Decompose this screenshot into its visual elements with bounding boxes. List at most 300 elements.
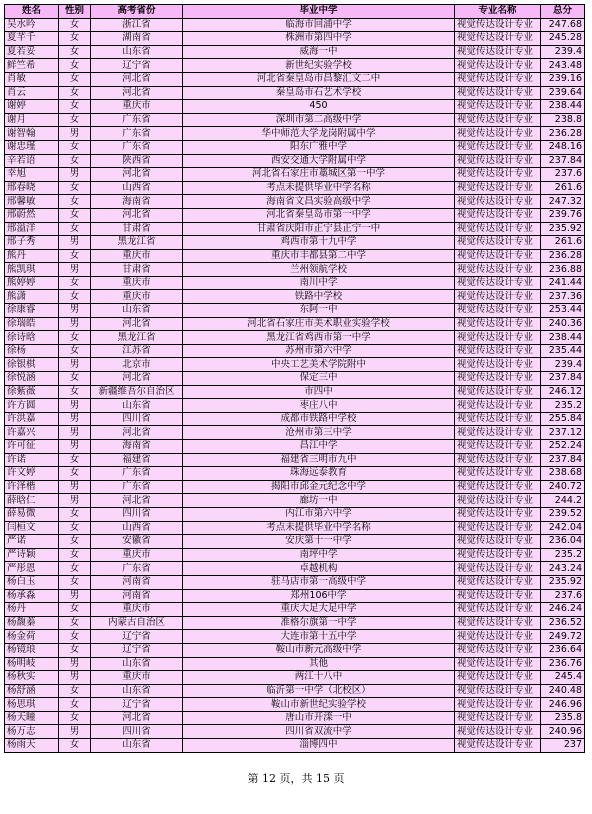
cell-name: 邢子秀: [5, 236, 59, 250]
table-row: [5, 140, 585, 154]
table-row: [5, 195, 585, 209]
cell-gender: 女: [59, 290, 91, 304]
cell-score: 243.24: [541, 562, 585, 576]
table-row: [5, 521, 585, 535]
table-row: [5, 589, 585, 603]
cell-name: 徐紫薇: [5, 385, 59, 399]
cell-major: 视觉传达设计专业: [455, 276, 541, 290]
cell-school: 苏州市第六中学: [183, 344, 455, 358]
table-row: [5, 575, 585, 589]
cell-gender: 女: [59, 711, 91, 725]
cell-major: 视觉传达设计专业: [455, 59, 541, 73]
cell-school: 市四中: [183, 385, 455, 399]
cell-score: 240.36: [541, 317, 585, 331]
cell-score: 246.12: [541, 385, 585, 399]
cell-gender: 女: [59, 643, 91, 657]
cell-score: 237.6: [541, 589, 585, 603]
cell-gender: 男: [59, 480, 91, 494]
cell-name: 熊凯琪: [5, 263, 59, 277]
cell-name: 许文婷: [5, 467, 59, 481]
cell-province: 辽宁省: [91, 59, 183, 73]
cell-province: 辽宁省: [91, 630, 183, 644]
cell-gender: 女: [59, 208, 91, 222]
cell-gender: 女: [59, 195, 91, 209]
cell-province: 河北省: [91, 72, 183, 86]
cell-name: 幸旭: [5, 168, 59, 182]
cell-gender: 女: [59, 249, 91, 263]
table-row: [5, 535, 585, 549]
cell-province: 重庆市: [91, 548, 183, 562]
cell-province: 河北省: [91, 711, 183, 725]
cell-province: 陕西省: [91, 154, 183, 168]
cell-school: 华中师范大学龙岗附属中学: [183, 127, 455, 141]
cell-major: 视觉传达设计专业: [455, 575, 541, 589]
cell-gender: 女: [59, 86, 91, 100]
cell-gender: 男: [59, 426, 91, 440]
table-row: [5, 399, 585, 413]
cell-major: 视觉传达设计专业: [455, 317, 541, 331]
column-header-school: 毕业中学: [183, 5, 455, 19]
cell-name: 杨秋实: [5, 671, 59, 685]
cell-province: 山东省: [91, 304, 183, 318]
cell-gender: 女: [59, 72, 91, 86]
cell-major: 视觉传达设计专业: [455, 494, 541, 508]
cell-score: 239.4: [541, 45, 585, 59]
table-row: [5, 127, 585, 141]
cell-gender: 女: [59, 18, 91, 32]
cell-gender: 男: [59, 412, 91, 426]
cell-score: 237.84: [541, 372, 585, 386]
table-row: [5, 616, 585, 630]
cell-major: 视觉传达设计专业: [455, 372, 541, 386]
cell-gender: 男: [59, 358, 91, 372]
cell-school: 鸡西市第十九中学: [183, 236, 455, 250]
cell-province: 广东省: [91, 480, 183, 494]
cell-school: 河北省秦皇岛市昌黎汇文二中: [183, 72, 455, 86]
cell-score: 261.6: [541, 181, 585, 195]
table-row: [5, 208, 585, 222]
table-row: [5, 507, 585, 521]
cell-province: 甘肃省: [91, 222, 183, 236]
cell-name: 薛易微: [5, 507, 59, 521]
table-row: [5, 562, 585, 576]
table-row: [5, 72, 585, 86]
cell-score: 245.4: [541, 671, 585, 685]
cell-major: 视觉传达设计专业: [455, 45, 541, 59]
cell-name: 夏若妥: [5, 45, 59, 59]
table-row: [5, 657, 585, 671]
cell-major: 视觉传达设计专业: [455, 440, 541, 454]
cell-name: 许洪嘉: [5, 412, 59, 426]
cell-score: 238.8: [541, 113, 585, 127]
cell-gender: 女: [59, 331, 91, 345]
cell-major: 视觉传达设计专业: [455, 739, 541, 753]
cell-province: 重庆市: [91, 603, 183, 617]
table-row: [5, 18, 585, 32]
cell-score: 239.52: [541, 507, 585, 521]
cell-province: 河北省: [91, 86, 183, 100]
cell-major: 视觉传达设计专业: [455, 643, 541, 657]
cell-score: 236.04: [541, 535, 585, 549]
cell-school: 珠海远泰教育: [183, 467, 455, 481]
cell-score: 238.68: [541, 467, 585, 481]
cell-province: 黑龙江省: [91, 331, 183, 345]
table-row: [5, 467, 585, 481]
cell-name: 严诺: [5, 535, 59, 549]
cell-major: 视觉传达设计专业: [455, 195, 541, 209]
column-header-major: 专业名称: [455, 5, 541, 19]
table-row: [5, 290, 585, 304]
cell-province: 山东省: [91, 657, 183, 671]
cell-gender: 女: [59, 575, 91, 589]
cell-province: 江苏省: [91, 344, 183, 358]
cell-gender: 女: [59, 372, 91, 386]
cell-name: 杨明岐: [5, 657, 59, 671]
cell-major: 视觉传达设计专业: [455, 467, 541, 481]
cell-gender: 男: [59, 263, 91, 277]
cell-school: 保定三中: [183, 372, 455, 386]
cell-major: 视觉传达设计专业: [455, 603, 541, 617]
cell-score: 240.48: [541, 684, 585, 698]
table-row: [5, 426, 585, 440]
cell-name: 邢溢洋: [5, 222, 59, 236]
cell-name: 杨白玉: [5, 575, 59, 589]
cell-major: 视觉传达设计专业: [455, 18, 541, 32]
cell-name: 徐银棋: [5, 358, 59, 372]
cell-name: 杨承淼: [5, 589, 59, 603]
cell-province: 山东省: [91, 684, 183, 698]
cell-province: 安徽省: [91, 535, 183, 549]
cell-major: 视觉传达设计专业: [455, 711, 541, 725]
cell-major: 视觉传达设计专业: [455, 507, 541, 521]
cell-name: 杨丹: [5, 603, 59, 617]
cell-score: 235.92: [541, 222, 585, 236]
cell-province: 浙江省: [91, 18, 183, 32]
cell-school: 兰州领航学校: [183, 263, 455, 277]
cell-score: 252.24: [541, 440, 585, 454]
cell-province: 河北省: [91, 317, 183, 331]
cell-gender: 女: [59, 507, 91, 521]
cell-province: 黑龙江省: [91, 236, 183, 250]
cell-name: 徐诗晗: [5, 331, 59, 345]
table-row: [5, 45, 585, 59]
table-row: [5, 236, 585, 250]
table-row: [5, 222, 585, 236]
cell-name: 徐瑞皓: [5, 317, 59, 331]
cell-name: 许泽楷: [5, 480, 59, 494]
cell-school: 唐山市开滦一中: [183, 711, 455, 725]
cell-major: 视觉传达设计专业: [455, 562, 541, 576]
cell-major: 视觉传达设计专业: [455, 548, 541, 562]
table-row: [5, 154, 585, 168]
cell-gender: 男: [59, 725, 91, 739]
cell-score: 248.16: [541, 140, 585, 154]
cell-province: 四川省: [91, 725, 183, 739]
cell-school: 深圳市第二高级中学: [183, 113, 455, 127]
cell-province: 海南省: [91, 195, 183, 209]
cell-name: 杨万志: [5, 725, 59, 739]
cell-school: 考点未提供毕业中学名称: [183, 181, 455, 195]
table-row: [5, 263, 585, 277]
cell-school: 株洲市第四中学: [183, 32, 455, 46]
cell-gender: 女: [59, 32, 91, 46]
cell-gender: 男: [59, 494, 91, 508]
table-row: [5, 86, 585, 100]
cell-major: 视觉传达设计专业: [455, 426, 541, 440]
cell-name: 夏芊千: [5, 32, 59, 46]
column-header-gender: 性别: [59, 5, 91, 19]
cell-major: 视觉传达设计专业: [455, 535, 541, 549]
cell-school: 中央工艺美术学院附中: [183, 358, 455, 372]
cell-major: 视觉传达设计专业: [455, 725, 541, 739]
cell-school: 四川省双流中学: [183, 725, 455, 739]
cell-major: 视觉传达设计专业: [455, 140, 541, 154]
cell-major: 视觉传达设计专业: [455, 521, 541, 535]
cell-gender: 女: [59, 113, 91, 127]
cell-name: 薛晗仁: [5, 494, 59, 508]
cell-gender: 男: [59, 317, 91, 331]
cell-school: 沧州市第三中学: [183, 426, 455, 440]
table-row: [5, 548, 585, 562]
table-row: [5, 684, 585, 698]
cell-gender: 男: [59, 236, 91, 250]
cell-score: 243.48: [541, 59, 585, 73]
table-row: [5, 358, 585, 372]
cell-school: 揭阳市邱金元纪念中学: [183, 480, 455, 494]
cell-gender: 女: [59, 181, 91, 195]
cell-school: 福建省三明市九中: [183, 453, 455, 467]
cell-school: 河北省秦皇岛市第一中学: [183, 208, 455, 222]
cell-province: 甘肃省: [91, 263, 183, 277]
cell-province: 内蒙古自治区: [91, 616, 183, 630]
cell-school: 南坪中学: [183, 548, 455, 562]
table-row: [5, 385, 585, 399]
cell-school: 重庆市丰都县第二中学: [183, 249, 455, 263]
cell-gender: 女: [59, 562, 91, 576]
cell-gender: 男: [59, 127, 91, 141]
cell-gender: 男: [59, 304, 91, 318]
cell-major: 视觉传达设计专业: [455, 589, 541, 603]
cell-name: 邢蔚然: [5, 208, 59, 222]
cell-school: 临沂第一中学（北校区）: [183, 684, 455, 698]
roster-page: [4, 4, 584, 753]
cell-score: 239.76: [541, 208, 585, 222]
cell-major: 视觉传达设计专业: [455, 412, 541, 426]
cell-name: 谢月: [5, 113, 59, 127]
cell-school: 新世纪实验学校: [183, 59, 455, 73]
cell-school: 成都市铁路中学校: [183, 412, 455, 426]
cell-score: 237.84: [541, 154, 585, 168]
cell-name: 杨思琪: [5, 698, 59, 712]
cell-school: 西安交通大学附属中学: [183, 154, 455, 168]
cell-gender: 女: [59, 630, 91, 644]
cell-score: 246.24: [541, 603, 585, 617]
cell-major: 视觉传达设计专业: [455, 263, 541, 277]
cell-name: 鲜竺希: [5, 59, 59, 73]
cell-major: 视觉传达设计专业: [455, 385, 541, 399]
cell-score: 247.32: [541, 195, 585, 209]
cell-province: 河北省: [91, 168, 183, 182]
cell-province: 新疆维吾尔自治区: [91, 385, 183, 399]
table-row: [5, 440, 585, 454]
cell-major: 视觉传达设计专业: [455, 684, 541, 698]
cell-gender: 女: [59, 222, 91, 236]
cell-name: 谢智翰: [5, 127, 59, 141]
cell-major: 视觉传达设计专业: [455, 630, 541, 644]
cell-score: 237.6: [541, 168, 585, 182]
cell-province: 广东省: [91, 127, 183, 141]
cell-province: 四川省: [91, 412, 183, 426]
table-row: [5, 603, 585, 617]
cell-province: 河北省: [91, 372, 183, 386]
cell-score: 240.96: [541, 725, 585, 739]
cell-score: 236.28: [541, 127, 585, 141]
cell-name: 吴水吟: [5, 18, 59, 32]
cell-province: 河南省: [91, 589, 183, 603]
cell-major: 视觉传达设计专业: [455, 72, 541, 86]
cell-name: 肖敏: [5, 72, 59, 86]
cell-major: 视觉传达设计专业: [455, 304, 541, 318]
column-header-score: 总分: [541, 5, 585, 19]
cell-major: 视觉传达设计专业: [455, 657, 541, 671]
cell-gender: 女: [59, 453, 91, 467]
cell-school: 鞍山市新世纪实验学校: [183, 698, 455, 712]
cell-name: 杨雨天: [5, 739, 59, 753]
cell-province: 重庆市: [91, 249, 183, 263]
cell-name: 辛若语: [5, 154, 59, 168]
cell-name: 许可征: [5, 440, 59, 454]
column-header-name: 姓名: [5, 5, 59, 19]
table-row: [5, 32, 585, 46]
cell-major: 视觉传达设计专业: [455, 100, 541, 114]
page-footer: 第 12 页，共 15 页: [247, 772, 345, 785]
cell-school: 郑州106中学: [183, 589, 455, 603]
cell-name: 谢忠瑾: [5, 140, 59, 154]
cell-gender: 女: [59, 154, 91, 168]
cell-name: 杨镜琅: [5, 643, 59, 657]
cell-major: 视觉传达设计专业: [455, 290, 541, 304]
cell-gender: 女: [59, 698, 91, 712]
cell-score: 236.64: [541, 643, 585, 657]
cell-gender: 女: [59, 100, 91, 114]
cell-province: 河北省: [91, 494, 183, 508]
table-row: [5, 725, 585, 739]
cell-score: 235.2: [541, 548, 585, 562]
cell-province: 广东省: [91, 562, 183, 576]
table-row: [5, 59, 585, 73]
cell-score: 239.4: [541, 358, 585, 372]
cell-name: 徐杨: [5, 344, 59, 358]
cell-major: 视觉传达设计专业: [455, 86, 541, 100]
cell-major: 视觉传达设计专业: [455, 331, 541, 345]
cell-score: 237.84: [541, 453, 585, 467]
cell-school: 两江十八中: [183, 671, 455, 685]
cell-province: 山西省: [91, 181, 183, 195]
cell-score: 238.44: [541, 331, 585, 345]
cell-score: 236.52: [541, 616, 585, 630]
cell-name: 许方圆: [5, 399, 59, 413]
cell-score: 246.96: [541, 698, 585, 712]
cell-gender: 男: [59, 399, 91, 413]
table-row: [5, 643, 585, 657]
cell-name: 邢春晓: [5, 181, 59, 195]
table-row: [5, 671, 585, 685]
cell-name: 熊潇: [5, 290, 59, 304]
cell-province: 广东省: [91, 140, 183, 154]
cell-score: 235.44: [541, 344, 585, 358]
cell-major: 视觉传达设计专业: [455, 181, 541, 195]
cell-province: 重庆市: [91, 671, 183, 685]
cell-score: 239.16: [541, 72, 585, 86]
cell-score: 249.72: [541, 630, 585, 644]
cell-major: 视觉传达设计专业: [455, 222, 541, 236]
cell-major: 视觉传达设计专业: [455, 208, 541, 222]
cell-province: 重庆市: [91, 290, 183, 304]
cell-name: 杨天瞳: [5, 711, 59, 725]
cell-major: 视觉传达设计专业: [455, 249, 541, 263]
cell-name: 熊婷婷: [5, 276, 59, 290]
cell-gender: 女: [59, 535, 91, 549]
cell-gender: 女: [59, 45, 91, 59]
cell-major: 视觉传达设计专业: [455, 154, 541, 168]
cell-province: 辽宁省: [91, 698, 183, 712]
cell-school: 海南省文昌实验高级中学: [183, 195, 455, 209]
table-body: [5, 18, 585, 752]
cell-school: 考点未提供毕业中学名称: [183, 521, 455, 535]
cell-name: 肖云: [5, 86, 59, 100]
cell-school: 淄博四中: [183, 739, 455, 753]
cell-province: 山西省: [91, 521, 183, 535]
cell-name: 杨馥蓁: [5, 616, 59, 630]
cell-province: 重庆市: [91, 100, 183, 114]
table-row: [5, 113, 585, 127]
cell-gender: 女: [59, 385, 91, 399]
cell-name: 许嘉兴: [5, 426, 59, 440]
cell-gender: 女: [59, 739, 91, 753]
cell-school: 安庆第十一中学: [183, 535, 455, 549]
cell-gender: 男: [59, 657, 91, 671]
column-header-province: 高考省份: [91, 5, 183, 19]
cell-name: 严彤恩: [5, 562, 59, 576]
cell-score: 240.72: [541, 480, 585, 494]
cell-school: 甘肃省庆阳市正宁县正宁一中: [183, 222, 455, 236]
cell-major: 视觉传达设计专业: [455, 399, 541, 413]
cell-name: 谢婷: [5, 100, 59, 114]
cell-school: 临海市回浦中学: [183, 18, 455, 32]
cell-province: 海南省: [91, 440, 183, 454]
cell-school: 河北省石家庄市藁城区第一中学: [183, 168, 455, 182]
cell-score: 236.76: [541, 657, 585, 671]
cell-score: 261.6: [541, 236, 585, 250]
cell-province: 湖南省: [91, 32, 183, 46]
cell-name: 徐康睿: [5, 304, 59, 318]
cell-score: 236.88: [541, 263, 585, 277]
table-row: [5, 412, 585, 426]
cell-score: 237.36: [541, 290, 585, 304]
cell-province: 福建省: [91, 453, 183, 467]
cell-school: 威海一中: [183, 45, 455, 59]
table-row: [5, 331, 585, 345]
cell-score: 253.44: [541, 304, 585, 318]
table-row: [5, 630, 585, 644]
cell-school: 其他: [183, 657, 455, 671]
cell-score: 244.2: [541, 494, 585, 508]
cell-name: 徐悦涵: [5, 372, 59, 386]
cell-school: 东阿一中: [183, 304, 455, 318]
cell-score: 235.8: [541, 711, 585, 725]
table-row: [5, 304, 585, 318]
cell-major: 视觉传达设计专业: [455, 127, 541, 141]
